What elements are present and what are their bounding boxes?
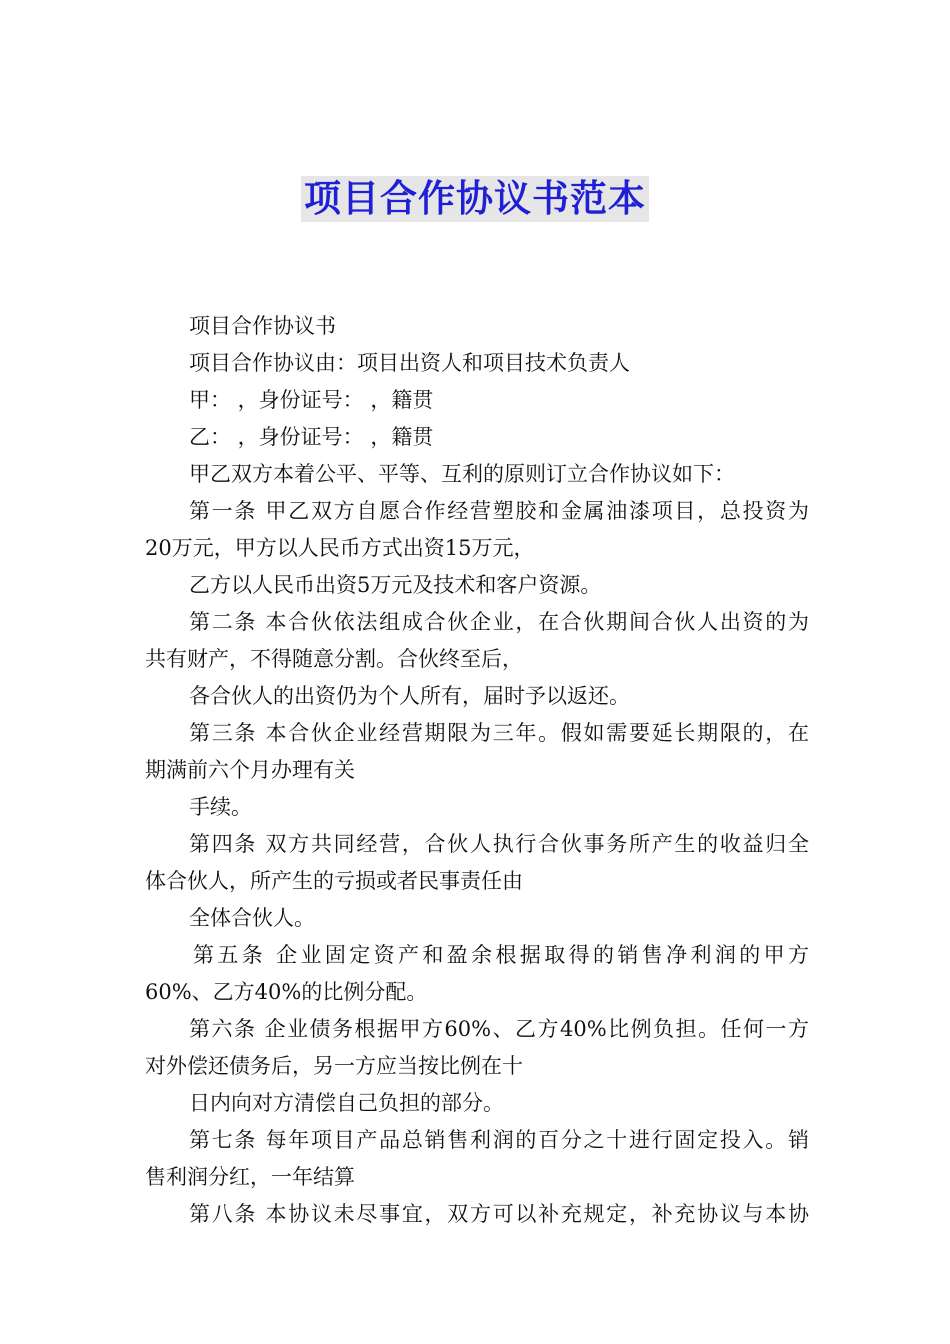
article-6-line-3: 日内向对方清偿自己负担的部分。 bbox=[189, 1091, 504, 1115]
article-1-line-2: 20万元，甲方以人民币方式出资15万元， bbox=[145, 536, 535, 560]
article-3-line-2: 期满前六个月办理有关 bbox=[145, 758, 355, 782]
article-2-line-3: 各合伙人的出资仍为个人所有，届时予以返还。 bbox=[189, 684, 630, 708]
document-title: 项目合作协议书范本 bbox=[301, 176, 649, 222]
article-5-line-2: 60%、乙方40%的比例分配。 bbox=[145, 980, 428, 1004]
article-2-line-2: 共有财产，不得随意分割。合伙终至后， bbox=[145, 647, 523, 671]
article-1-line-3: 乙方以人民币出资5万元及技术和客户资源。 bbox=[189, 573, 602, 597]
paragraph-line: 项目合作协议由：项目出资人和项目技术负责人 bbox=[189, 351, 630, 375]
article-4-line-2: 体合伙人，所产生的亏损或者民事责任由 bbox=[145, 869, 523, 893]
article-7-line-2: 售利润分红，一年结算 bbox=[145, 1165, 355, 1189]
article-3-line-1: 第三条 本合伙企业经营期限为三年。假如需要延长期限的，在 bbox=[189, 721, 809, 745]
article-6-line-2: 对外偿还债务后，另一方应当按比例在十 bbox=[145, 1054, 523, 1078]
article-2-line-1: 第二条 本合伙依法组成合伙企业，在合伙期间合伙人出资的为 bbox=[189, 610, 809, 634]
paragraph-line: 乙： ，身份证号： ，籍贯 bbox=[189, 425, 434, 449]
article-6-line-1: 第六条 企业债务根据甲方60%、乙方40%比例负担。任何一方 bbox=[189, 1017, 809, 1041]
article-8-line-1: 第八条 本协议未尽事宜，双方可以补充规定，补充协议与本协 bbox=[189, 1202, 809, 1226]
title-container bbox=[0, 176, 950, 222]
paragraph-line: 甲： ，身份证号： ，籍贯 bbox=[189, 388, 434, 412]
paragraph-line: 项目合作协议书 bbox=[189, 314, 336, 338]
article-1-line-1: 第一条 甲乙双方自愿合作经营塑胶和金属油漆项目，总投资为 bbox=[189, 499, 809, 523]
article-3-line-3: 手续。 bbox=[189, 795, 252, 819]
article-7-line-1: 第七条 每年项目产品总销售利润的百分之十进行固定投入。销 bbox=[189, 1128, 809, 1152]
article-4-line-1: 第四条 双方共同经营，合伙人执行合伙事务所产生的收益归全 bbox=[189, 832, 809, 856]
article-4-line-3: 全体合伙人。 bbox=[189, 906, 315, 930]
document-body bbox=[145, 308, 809, 1233]
paragraph-line: 甲乙双方本着公平、平等、互利的原则订立合作协议如下： bbox=[189, 462, 735, 486]
article-5-line-1: 第五条 企业固定资产和盈余根据取得的销售净利润的甲方 bbox=[193, 943, 809, 967]
